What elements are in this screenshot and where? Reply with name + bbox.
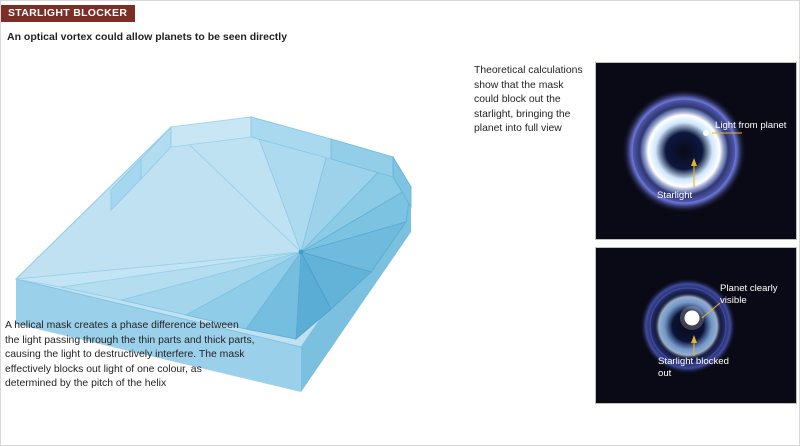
helix-center [299,250,304,255]
donut-image-bottom [596,248,796,403]
caption-left: A helical mask creates a phase difference between the light passing through the thin parts and thick parts, causing the light to destructively interfere. The mask effectively blocks out light of one colour, as determined by the pitch of the helix [5,320,255,390]
panel-starlight-blocked [595,247,797,404]
donut-image-top [596,63,796,239]
label-starlight: Starlight [657,190,693,201]
panel-with-starlight [595,62,797,240]
label-starlight-blocked-out: Starlight blocked out [658,356,729,379]
caption-right: Theoretical calculations show that the mask could block out the starlight, bringing the planet into full view [474,65,583,135]
label-light-from-planet: Light from planet [715,120,787,131]
page-title: STARLIGHT BLOCKER [1,5,135,22]
page-subtitle: An optical vortex could allow planets to be seen directly [7,31,288,43]
label-planet-clearly-visible: Planet clearly visible [720,283,778,306]
